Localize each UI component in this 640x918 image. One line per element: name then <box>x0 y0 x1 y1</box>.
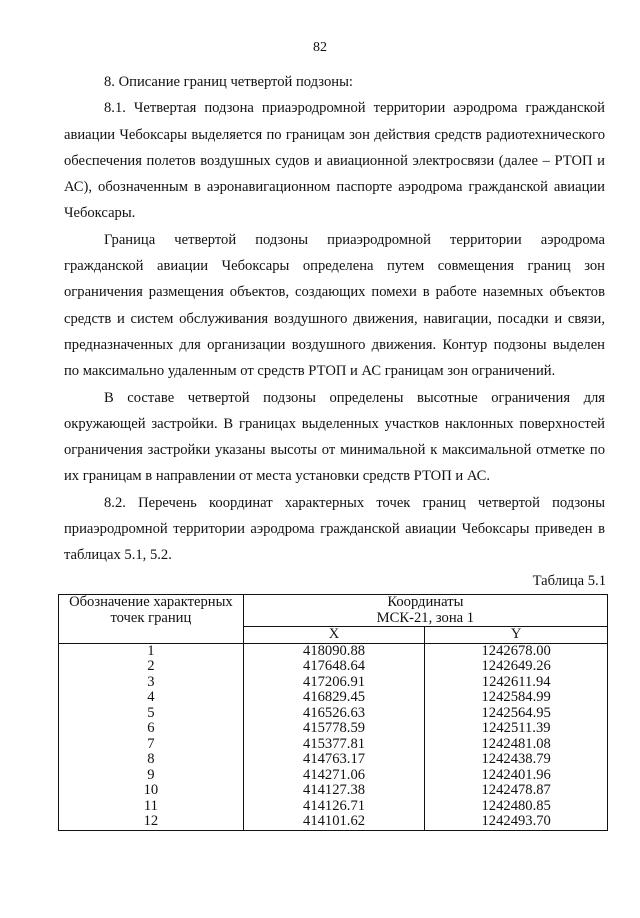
coord-x: 414127.38 <box>243 783 425 799</box>
body-text <box>64 69 605 569</box>
coord-y: 1242584.99 <box>425 690 608 706</box>
table-row <box>59 768 608 784</box>
table-row <box>59 814 608 830</box>
coord-x: 418090.88 <box>243 643 425 659</box>
point-number: 11 <box>59 799 244 815</box>
table-row <box>59 675 608 691</box>
point-number: 3 <box>59 675 244 691</box>
table-row <box>59 721 608 737</box>
coord-x: 417648.64 <box>243 659 425 675</box>
coord-x: 415778.59 <box>243 721 425 737</box>
table-body <box>59 643 608 830</box>
coord-y: 1242438.79 <box>425 752 608 768</box>
coord-x: 416829.45 <box>243 690 425 706</box>
paragraph-height-limits: В составе четвертой подзоны определены высотные ограничения для окружающей застройки. В границах выделенных участков наклонных поверхностей ограничения застройки указаны высоты от минимальной к максимальной отметке по их границам в направлении от места установки средств РТОП и АС. <box>64 389 605 485</box>
point-number: 5 <box>59 706 244 722</box>
coord-y: 1242511.39 <box>425 721 608 737</box>
paragraph-8-1: 8.1. Четвертая подзона приаэродромной территории аэродрома гражданской авиации Чебоксары выделяется по границам зон действия средств радиотехнического обеспечения полетов воздушных судов и авиационной электросвязи (далее – РТОП и АС), обозначенным в аэронавигационном паспорте аэродрома гражданской авиации Чебоксары. <box>64 100 605 222</box>
point-number: 8 <box>59 752 244 768</box>
coord-y: 1242401.96 <box>425 768 608 784</box>
coord-x: 414763.17 <box>243 752 425 768</box>
coord-x: 414101.62 <box>243 814 425 830</box>
coord-y: 1242481.08 <box>425 737 608 753</box>
coord-x: 417206.91 <box>243 675 425 691</box>
coord-y: 1242649.26 <box>425 659 608 675</box>
table-row <box>59 706 608 722</box>
point-number: 4 <box>59 690 244 706</box>
header-y: Y <box>425 627 608 644</box>
page-number: 82 <box>313 40 327 55</box>
header-point: Обозначение характерных точек границ <box>59 595 244 644</box>
coord-x: 416526.63 <box>243 706 425 722</box>
header-coordinates <box>243 595 607 627</box>
paragraph-8-2: 8.2. Перечень координат характерных точек границ четвертой подзоны приаэродромной территории аэродрома гражданской авиации Чебоксары приведен в таблицах 5.1, 5.2. <box>64 494 605 564</box>
coord-x: 415377.81 <box>243 737 425 753</box>
point-number: 6 <box>59 721 244 737</box>
coord-y: 1242678.00 <box>425 643 608 659</box>
coordinates-table <box>58 594 608 831</box>
point-number: 7 <box>59 737 244 753</box>
coord-x: 414126.71 <box>243 799 425 815</box>
coord-y: 1242611.94 <box>425 675 608 691</box>
point-number: 10 <box>59 783 244 799</box>
table-row <box>59 799 608 815</box>
point-number: 9 <box>59 768 244 784</box>
table-row <box>59 690 608 706</box>
table-caption: Таблица 5.1 <box>532 573 606 589</box>
table-row <box>59 643 608 659</box>
coord-y: 1242564.95 <box>425 706 608 722</box>
table-row <box>59 659 608 675</box>
coord-y: 1242493.70 <box>425 814 608 830</box>
coord-x: 414271.06 <box>243 768 425 784</box>
header-coordinate-system: МСК-21, зона 1 <box>376 609 475 626</box>
coord-y: 1242478.87 <box>425 783 608 799</box>
paragraph-boundary: Граница четвертой подзоны приаэродромной территории аэродрома гражданской авиации Чебоксары определена путем совмещения границ зон ограничения размещения объектов, создающих помехи в работе наземных объектов средств и систем обслуживания воздушного движения, навигации, посадки и связи, предназначенных для организации воздушного движения. Контур подзоны выделен по максимально удаленным от средств РТОП и АС границам зон ограничений. <box>64 231 605 380</box>
section-heading: 8. Описание границ четвертой подзоны: <box>104 74 353 90</box>
point-number: 1 <box>59 643 244 659</box>
coord-y: 1242480.85 <box>425 799 608 815</box>
table-row <box>59 752 608 768</box>
point-number: 2 <box>59 659 244 675</box>
table-row <box>59 737 608 753</box>
table-row <box>59 783 608 799</box>
point-number: 12 <box>59 814 244 830</box>
header-coordinates-title: Координаты <box>387 594 464 610</box>
header-x: X <box>243 627 425 644</box>
